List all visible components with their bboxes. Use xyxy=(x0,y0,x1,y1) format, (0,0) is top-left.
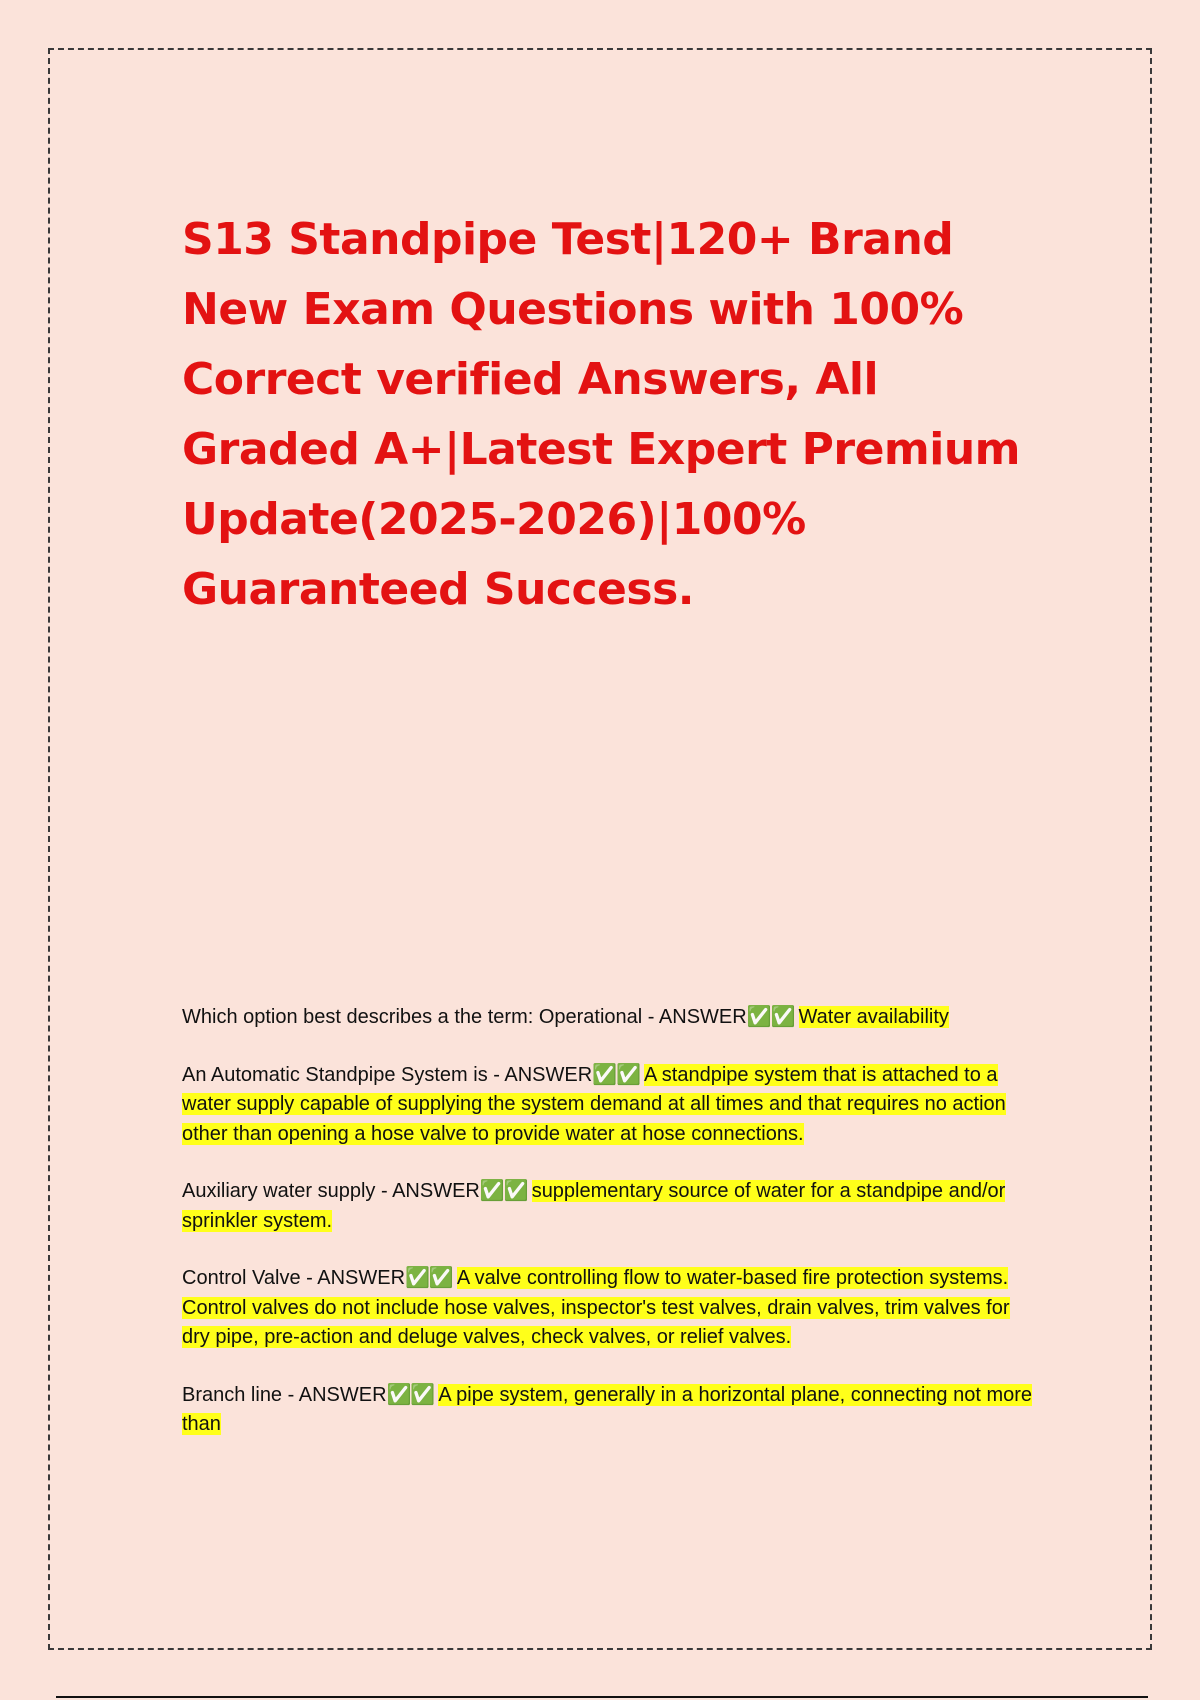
qa-item xyxy=(182,1264,1042,1353)
document-title: S13 Standpipe Test|120+ Brand New Exam Questions with 100% Correct verified Answers, All Graded A+|Latest Expert Premium Update(2025-2026)|100% Guaranteed Success. xyxy=(182,214,1021,615)
qa-question: Auxiliary water supply - ANSWER xyxy=(182,1180,480,1202)
qa-question: Branch line - ANSWER xyxy=(182,1383,387,1406)
qa-answer-highlight: supplementary source of water for a standpipe and/or sprinkler system. xyxy=(182,1180,1006,1232)
qa-question: Control Valve - ANSWER xyxy=(182,1267,406,1289)
qa-question: Which option best describes a the term: Operational - ANSWER xyxy=(182,1006,747,1028)
qa-item xyxy=(182,1061,1042,1150)
document-header xyxy=(182,205,1042,625)
double-check-icon: ✅✅ xyxy=(386,1383,435,1406)
double-check-icon: ✅✅ xyxy=(479,1180,528,1202)
qa-item xyxy=(182,1381,1042,1440)
qa-answer-highlight: Water availability xyxy=(798,1006,949,1028)
double-check-icon: ✅✅ xyxy=(405,1267,453,1289)
qa-answer-highlight: A pipe system, generally in a horizontal plane, connecting not more than xyxy=(182,1383,1033,1435)
qa-item xyxy=(182,1177,1042,1236)
qa-question: An Automatic Standpipe System is - ANSWER xyxy=(182,1063,593,1086)
page-bottom-rule xyxy=(56,1696,1148,1698)
qa-answer-highlight: A standpipe system that is attached to a water supply capable of supplying the system demand at all times and that requires no action other than opening a hose valve to provide water at hose connections. xyxy=(182,1063,1006,1145)
qa-item xyxy=(182,1003,1042,1033)
qa-answer-highlight: A valve controlling flow to water-based fire protection systems. Control valves do not include hose valves, inspector's test valves, drain valves, trim valves for dry pipe, pre-action and deluge valves, check valves, or relief valves. xyxy=(182,1267,1010,1348)
qa-list xyxy=(182,1003,1042,1468)
double-check-icon: ✅✅ xyxy=(592,1063,640,1086)
double-check-icon: ✅✅ xyxy=(746,1006,795,1028)
